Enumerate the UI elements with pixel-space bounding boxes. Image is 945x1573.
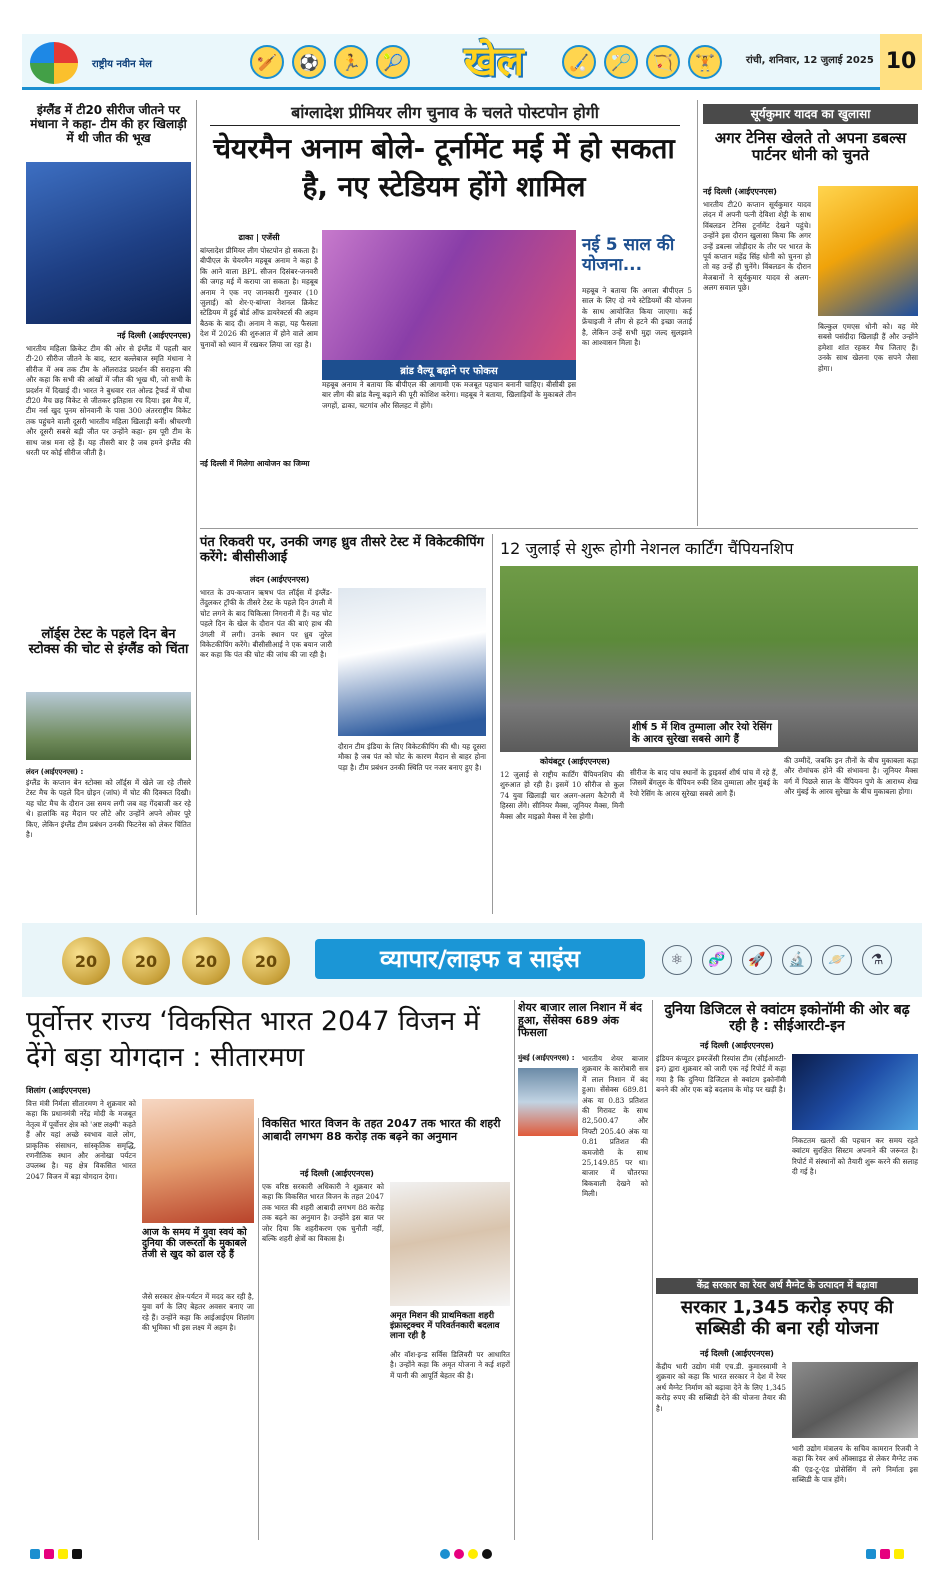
karting-body-2: की उम्मीदें, जबकि इन तीनों के बीच मुकाबला कड़ा और रोमांचक होने की संभावना है। जूनियर मैक्स वर्ग में पिछले साल के चैंपियन पुणे के आराध्य शेख और मुंबई के आरव सुरेखा के बीच मुकाबला होगा। (784, 756, 918, 797)
stokes-photo (26, 692, 191, 760)
atom-icon: ⚛ (662, 945, 692, 975)
pant-photo (338, 588, 486, 736)
paper-emblem-icon (30, 42, 78, 84)
karting-inset-body: सीरीज के बाद पांच स्थानों के ड्राइवर्स शीर्ष पांच में रहे हैं, जिसमें बेंगलुरु के चैंपियन रुकी शिव तुम्माला और मुंबई के रेयो रेसिंग के आरव सुरेखा सबसे आगे हैं। (630, 768, 778, 798)
pant-body: भारत के उप-कप्तान ऋषभ पंत लॉर्ड्स में इंग्लैंड-तेंदुलकर ट्रॉफी के तीसरे टेस्ट के पहले दिन उंगली में चोट लगने के बाद चिकित्सा निगरानी में हैं। यह चोट पहले दिन के खेल के दौरान पंत की बाएं हाथ की उंगली में लगी। उनके स्थान पर ध्रुव जुरेल विकेटकीपिंग करेंगे। बीसीसीआई ने एक बयान जारी कर कहा कि पंत की चोट की जांच की जा रही है। (200, 588, 332, 660)
sitharaman-pull-quote: आज के समय में युवा स्वयं को दुनिया की जरूरतों के मुकाबले तेजी से खुद को ढाल रहे हैं (142, 1227, 247, 1260)
section-title: खेल (464, 39, 524, 85)
market-body: भारतीय शेयर बाजार शुक्रवार के कारोबारी सत्र में लाल निशान में बंद हुआ। सेंसेक्स 689.81 अंक या 0.83 प्रतिशत की गिरावट के साथ 82,500.47 और निफ्टी 205.40 अंक या 0.81 प्रतिशत की कमजोरी के साथ 25,149.85 पर था। बाजार में चौतरफा बिकवाली देखने को मिली। (582, 1054, 648, 1199)
karting-body: 12 जुलाई से राष्ट्रीय कार्टिंग चैंपियनशिप की शुरुआत हो रही है। इसमें 10 सीरीज से कुल 74 युवा खिलाड़ी चार अलग-अलग कैटेगरी में हिस्सा लेंगे। सीनियर मैक्स, जूनियर मैक्स, मिनी मैक्स और माइक्रो मैक्स में रेस होगी। (500, 770, 624, 821)
registration-mark (454, 1549, 464, 1559)
bpl-headline[interactable]: चेयरमैन अनाम बोले- टूर्नामेंट मई में हो सकता है, नए स्टेडियम होंगे शामिल (213, 132, 675, 203)
sitharaman-dateline: शिलांग (आईएएनएस) (26, 1086, 91, 1095)
mandhana-photo (26, 162, 191, 324)
column-divider (697, 100, 698, 526)
bpl-sidebar-headline: नई 5 साल की योजना... (582, 235, 675, 275)
quantum-photo (792, 1054, 918, 1130)
urban-body-2: और वॉश-इन्ड सर्विस डिलिवरी पर आधारित है। उन्होंने कहा कि अमृत योजना ने कई शहरों में पानी की आपूर्ति बेहतर की है। (390, 1350, 510, 1380)
running-icon: 🏃 (334, 45, 368, 79)
bpl-body-left: बांग्लादेश प्रीमियर लीग पोस्टपोन हो सकता है। बीपीएल के चेयरमैन महबूब अनाम ने कहा है कि आने वाला BPL सीजन दिसंबर-जनवरी की जगह मई में कराया जा सकता है। महबूब अनाम ने एक नए जानकारी गुरुवार (10 जुलाई) को शेर-ए-बांग्ला नेशनल क्रिकेट स्टेडियम में हुई बोर्ड ऑफ डायरेक्टर्स की अहम बैठक के बाद दी। अनाम ने कहा, यह फैसला देश में 2026 की शुरुआत में होने वाले आम चुनावों को ध्यान में रखकर लिया जा रहा है। (200, 246, 318, 349)
rare-earth-headline[interactable]: सरकार 1,345 करोड़ रुपए की सब्सिडी की बना रही योजना (680, 1297, 894, 1339)
pant-headline[interactable]: पंत रिकवरी पर, उनकी जगह ध्रुव तीसरे टेस्ट में विकेटकीपिंग करेंगे: बीसीसीआई (200, 535, 484, 565)
urban-headline[interactable]: विकसित भारत विजन के तहत 2047 तक भारत की शहरी आबादी लगभग 88 करोड़ तक बढ़ने का अनुमान (262, 1118, 510, 1143)
kicker-rule (210, 125, 680, 126)
column-divider (258, 1118, 259, 1540)
business-section-band (22, 923, 922, 997)
sitharaman-photo (142, 1099, 254, 1223)
urban-photo (390, 1182, 510, 1306)
bpl-sidebar-body: महबूब ने बताया कि अगला बीपीएल 5 साल के लिए दो नये स्टेडियमों की योजना के साथ आयोजित किया जाएगा। कई फ्रेंचाइजी ने लीग से हटने की इच्छा जताई है, लेकिन उन्हें सभी मुद्दा जल्द सुलझाने का आश्वासन मिला है। (582, 286, 692, 348)
surya-body-2: बिल्कुल एमएस धोनी को। वह मेरे सबसे पसंदीदा खिलाड़ी हैं और उन्होंने हमेशा शांत रहकर मैच जिताए हैं। उनके साथ खेलना एक सपने जैसा होगा। (818, 322, 918, 373)
bpl-subhead: नई दिल्ली में मिलेगा आयोजन का जिम्मा (200, 459, 310, 468)
registration-mark (440, 1549, 450, 1559)
market-dateline: मुंबई (आईएएनएस) : (518, 1054, 575, 1062)
urban-pull-quote: अमृत मिशन की प्राथमिकता शहरी इंफ्रास्ट्रक्चर में परिवर्तनकारी बदलाव लाना रही है (390, 1311, 500, 1341)
mandhana-headline[interactable]: इंग्लैंड में टी20 सीरीज जीतने पर मंधाना ने कहा- टीम की हर खिलाड़ी में थी जीत की भूख (30, 103, 187, 145)
surya-dhoni-photo (818, 186, 918, 316)
sitharaman-headline[interactable]: पूर्वोत्तर राज्य ‘विकसित भारत 2047 विजन में देंगे बड़ा योगदान : सीतारमण (26, 1006, 480, 1073)
issue-date: रांची, शनिवार, 12 जुलाई 2025 (746, 55, 874, 66)
hockey-icon: 🏑 (562, 45, 596, 79)
registration-mark (58, 1549, 68, 1559)
registration-mark (880, 1549, 890, 1559)
stokes-body: इंग्लैंड के कप्तान बेन स्टोक्स को लॉर्ड्स में खेले जा रहे तीसरे टेस्ट मैच के पहले दिन ग्रोइन (जांघ) में चोट की दिक्कत दिखी। यह चोट मैच के दौरान उस समय लगी जब वह गेंदबाजी कर रहे थे। हालांकि वह मैदान पर लौटे और उन्होंने अपने ओवर पूरे किए, लेकिन इंग्लैंड टीम प्रबंधन उनकी फिटनेस को लेकर चिंतित है। (26, 778, 191, 840)
quantum-headline[interactable]: दुनिया डिजिटल से क्वांटम इकोनॉमी की ओर बढ़ रही है : सीईआरटी-इन (664, 1002, 910, 1035)
surya-headline[interactable]: अगर टेनिस खेलते तो अपना डबल्स पार्टनर धोनी को चुनते (714, 129, 907, 165)
archery-icon: 🏹 (646, 45, 680, 79)
sitharaman-body: वित्त मंत्री निर्मला सीतारमण ने शुक्रवार को कहा कि प्रधानमंत्री नरेंद्र मोदी के मजबूत नेतृत्व में पूर्वोत्तर क्षेत्र को 'अष्ट लक्ष्मी' कहते हैं और यहां अच्छे स्वभाव वाले लोग, प्राकृतिक संसाधन, सांस्कृतिक समृद्धि, रणनीतिक स्थान और अनोखा पर्यटन उपलब्ध है। यह क्षेत्र विकसित भारत 2047 विजन में बड़ा योगदान देगा। (26, 1099, 136, 1181)
mandhana-dateline: नई दिल्ली (आईएएनएस) (117, 331, 191, 340)
rare-earth-kicker: केंद्र सरकार का रेयर अर्थ मैग्नेट के उत्पादन में बढ़ावा (656, 1278, 918, 1294)
sitharaman-body-2: जैसे सरकार क्षेत्र-पर्यटन में मदद कर रही है, युवा वर्ग के लिए बेहतर अवसर बनाए जा रहे हैं। उन्होंने कहा कि आईआईएम शिलांग की भूमिका भी इस लक्ष्य में अहम है। (142, 1292, 254, 1333)
surya-body: भारतीय टी20 कप्तान सूर्यकुमार यादव लंदन में अपनी पत्नी देविशा शेट्टी के साथ विंबलडन टेनिस टूर्नामेंट देखने पहुंचे। उन्होंने इस दौरान खुलासा किया कि अगर उन्हें डबल्स जोड़ीदार के तौर पर भारत के पूर्व कप्तान महेंद्र सिंह धोनी को चुनना हो तो वह उन्हें ही चुनेंगे। विंबलडन के दौरान मेजबानों ने सूर्यकुमार यादव से अलग-अलग सवाल पूछे। (703, 200, 811, 293)
coin-icon: 20 (242, 937, 290, 985)
rocket-icon: 🚀 (742, 945, 772, 975)
bpl-body-mid: महबूब अनाम ने बताया कि बीपीएल की आगामी एक मजबूत पहचान बनानी चाहिए। बीसीबी इस बार लीग की ब्रांड वैल्यू बढ़ाने की पूरी कोशिश करेगा। महबूब ने बताया, खिलाड़ियों के मुकाबले तीन जगहों, ढाका, चटगांव और सिलहट में होंगे। (322, 380, 576, 410)
rare-earth-body-2: भारी उद्योग मंत्रालय के सचिव कामरान रिजवी ने कहा कि रेयर अर्थ ऑक्साइड से लेकर मैग्नेट तक की एंड-टू-एंड प्रोसेसिंग में लगे निर्माता इस सब्सिडी के पात्र होंगे। (792, 1444, 918, 1485)
registration-mark (30, 1549, 40, 1559)
market-photo (518, 1068, 578, 1136)
rare-earth-dateline: नई दिल्ली (आईएएनएस) (700, 1349, 774, 1358)
registration-mark (72, 1549, 82, 1559)
surya-dateline: नई दिल्ली (आईएएनएस) (703, 187, 777, 196)
paper-name: राष्ट्रीय नवीन मेल (92, 59, 152, 70)
column-divider (652, 1000, 653, 1540)
masthead (22, 34, 922, 90)
surya-kicker: सूर्यकुमार यादव का खुलासा (703, 104, 918, 124)
karting-inset-headline: शीर्ष 5 में शिव तुम्माला और रेयो रेसिंग के आरव सुरेखा सबसे आगे हैं (630, 720, 778, 747)
planet-icon: 🪐 (822, 945, 852, 975)
dna-icon: 🧬 (702, 945, 732, 975)
pant-dateline: लंदन (आईएएनएस) (250, 575, 310, 584)
football-icon: ⚽ (292, 45, 326, 79)
quantum-dateline: नई दिल्ली (आईएएनएस) (700, 1041, 774, 1050)
registration-mark (482, 1549, 492, 1559)
paper-logo[interactable] (22, 34, 207, 90)
badminton-icon: 🏸 (604, 45, 638, 79)
coin-icon: 20 (122, 937, 170, 985)
registration-mark (468, 1549, 478, 1559)
mandhana-body: भारतीय महिला क्रिकेट टीम की ओर से इंग्लैंड में पहली बार टी-20 सीरीज जीतने के बाद, स्टार बल्लेबाज स्मृति मंधाना ने सीरीज में अब तक टीम के ऑलराउंड प्रदर्शन की सराहना की और कहा कि सभी की आंखों में जीत की भूख थी, जो सभी के प्रदर्शन में दिखाई दी। भारत ने बुधवार रात ओल्ड ट्रैफर्ड में चौथा टी20 मैच छह विकेट से जीतकर इतिहास रच दिया। इस मैच में, टीम नर्स खुद पूनम सोनवानी के पास 300 अंतरराष्ट्रीय विकेट तक पहुंचने वाली दूसरी भारतीय महिला खिलाड़ी बनीं। श्रीचरणी और दूसरी सबसे बड़ी जीत पर उन्होंने कहा- हम पूरी टीम के साथ जश्न मना रहे हैं। यह तीसरी बार है जब हमने इंग्लैंड की धरती पर कोई सीरीज जीती है। (26, 344, 191, 458)
column-divider (196, 100, 197, 915)
page-number: 10 (880, 34, 922, 90)
registration-mark (894, 1549, 904, 1559)
bpl-kicker: बांग्लादेश प्रीमियर लीग चुनाव के चलते पोस्टपोन होगी (291, 103, 599, 122)
registration-mark (866, 1549, 876, 1559)
karting-headline[interactable]: 12 जुलाई से शुरू होगी नेशनल कार्टिंग चैंपियनशिप (500, 539, 794, 558)
karting-dateline: कोयंबटूर (आईएएनएस) (540, 757, 611, 766)
urban-body: एक वरिष्ठ सरकारी अधिकारी ने शुक्रवार को कहा कि विकसित भारत विजन के तहत 2047 तक भारत की शहरी आबादी लगभग 88 करोड़ तक बढ़ने का अनुमान है। उन्होंने इस बात पर जोर दिया कि शहरीकरण एक चुनौती नहीं, बल्कि शहरी क्षेत्रों का विकास है। (262, 1182, 384, 1244)
bpl-trophy-photo (322, 230, 576, 360)
microscope-icon: 🔬 (782, 945, 812, 975)
bpl-photo-caption: ब्रांड वैल्यू बढ़ाने पर फोकस (322, 360, 576, 380)
cricket-icon: 🏏 (250, 45, 284, 79)
rare-earth-body: केंद्रीय भारी उद्योग मंत्री एच.डी. कुमारस्वामी ने शुक्रवार को कहा कि भारत सरकार ने देश में रेयर अर्थ मैग्नेट निर्माण को बढ़ावा देने के लिए 1,345 करोड़ रुपए की सब्सिडी देने की योजना तैयार की है। (656, 1362, 786, 1413)
coin-icon: 20 (182, 937, 230, 985)
pant-body-2: दौरान टीम इंडिया के लिए विकेटकीपिंग की थी। यह दूसरा मौका है जब पंत को चोट के कारण मैदान से बाहर होना पड़ा है। टीम प्रबंधन उनकी स्थिति पर नजर बनाए हुए है। (338, 742, 486, 772)
stokes-headline[interactable]: लॉर्ड्स टेस्ट के पहले दिन बेन स्टोक्स की चोट से इंग्लैंड को चिंता (28, 627, 189, 657)
coin-icon: 20 (62, 937, 110, 985)
weightlifting-icon: 🏋 (688, 45, 722, 79)
flask-icon: ⚗ (862, 945, 892, 975)
quantum-body: इंडियन कंप्यूटर इमरजेंसी रिस्पांस टीम (सीईआरटी-इन) द्वारा शुक्रवार को जारी एक नई रिपोर्ट में कहा गया है कि दुनिया डिजिटल से क्वांटम इकोनॉमी बनने की ओर एक बड़े बदलाव के मोड़ पर खड़ी है। (656, 1054, 786, 1095)
column-divider (514, 1000, 515, 1540)
rare-earth-photo (792, 1362, 918, 1438)
column-divider (492, 534, 493, 914)
bpl-dateline: ढाका | एजेंसी (238, 233, 280, 242)
stokes-dateline: लंदन (आईएएनएस) : (26, 768, 84, 776)
tennis-icon: 🎾 (376, 45, 410, 79)
quantum-body-2: निकटतम खतरों की पहचान कर समय रहते क्वांटम सुरक्षित सिस्टम अपनाने की जरूरत है। रिपोर्ट में संस्थानों को तैयारी शुरू करने की सलाह दी गई है। (792, 1136, 918, 1177)
urban-dateline: नई दिल्ली (आईएएनएस) (300, 1169, 374, 1178)
section-divider (200, 528, 918, 529)
business-section-title: व्यापार/लाइफ व साइंस (315, 939, 645, 979)
market-headline[interactable]: शेयर बाजार लाल निशान में बंद हुआ, सेंसेक्स 689 अंक फिसला (518, 1001, 642, 1040)
registration-mark (44, 1549, 54, 1559)
